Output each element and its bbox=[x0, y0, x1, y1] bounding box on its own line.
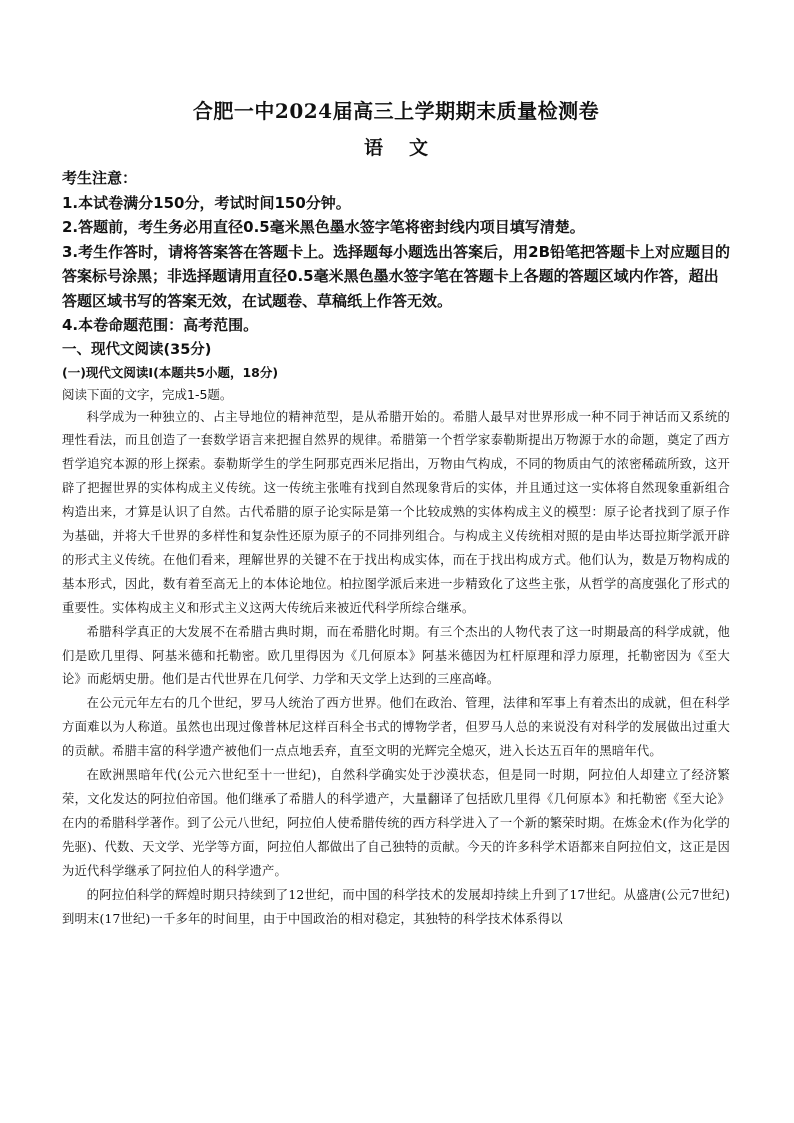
passage-paragraph: 在欧洲黑暗年代(公元六世纪至十一世纪)，自然科学确实处于沙漠状态，但是同一时期，阿拉伯人却建立了经济繁荣，文化发达的阿拉伯帝国。他们继承了希腊人的科学遗产，大量翻译了包括欧几里得《几何原本》和托勒密《至大论》在内的希腊科学著作。到了公元八世纪，阿拉伯人使希腊传统的西方科学进入了一个新的繁荣时期。在炼金术(作为化学的先驱)、代数、天文学、光学等方面，阿拉伯人都做出了自己独特的贡献。今天的许多科学术语都来自阿拉伯文，这正是因为近代科学继承了阿拉伯人的科学遗产。 bbox=[62, 768, 730, 878]
note-item: 4.本卷命题范围：高考范围。 bbox=[62, 316, 259, 334]
exam-notes bbox=[62, 166, 730, 338]
passage-paragraph: 希腊科学真正的大发展不在希腊古典时期，而在希腊化时期。有三个杰出的人物代表了这一时期最高的科学成就，他们是欧几里得、阿基米德和托勒密。欧几里得因为《几何原本》阿基米德因为杠杆原理和浮力原理，托勒密因为《至大论》而彪炳史册。他们是古代世界在几何学、力学和天文学上达到的三座高峰。 bbox=[62, 624, 730, 687]
subsection-title: (一)现代文阅读I(本题共5小题，18分) bbox=[62, 364, 279, 380]
passage-paragraph: 的阿拉伯科学的辉煌时期只持续到了12世纪，而中国的科学技术的发展却持续上升到了17世纪。从盛唐(公元7世纪)到明末(17世纪)一千多年的时间里，由于中国政治的相对稳定，其独特的科学技术体系得以 bbox=[62, 887, 730, 926]
reading-passage bbox=[62, 406, 730, 932]
section-title: 一、现代文阅读(35分) bbox=[62, 341, 212, 358]
exam-title: 合肥一中2024届高三上学期期末质量检测卷 bbox=[192, 99, 600, 123]
exam-page bbox=[62, 96, 730, 931]
passage-paragraph: 在公元元年左右的几个世纪，罗马人统治了西方世界。他们在政治、管理，法律和军事上有着杰出的成就，但在科学方面难以为人称道。虽然也出现过像普林尼这样百科全书式的博物学者，但罗马人总的来说没有对科学的发展做出过重大的贡献。希腊丰富的科学遗产被他们一点点地丢弃，直至文明的光辉完全熄灭，进入长达五百年的黑暗年代。 bbox=[62, 696, 730, 759]
note-item: 2.答题前，考生务必用直径0.5毫米黑色墨水签字笔将密封线内项目填写清楚。 bbox=[62, 218, 585, 236]
notes-heading: 考生注意： bbox=[62, 169, 138, 187]
reading-instruction: 阅读下面的文字，完成1-5题。 bbox=[62, 386, 233, 402]
note-item: 3.考生作答时，请将答案答在答题卡上。选择题每小题选出答案后，用2B铅笔把答题卡上对应题目的答案标号涂黑；非选择题请用直径0.5毫米黑色墨水签字笔在答题卡上各题的答题区域内作答，超出答题区域书写的答案无效，在试题卷、草稿纸上作答无效。 bbox=[62, 242, 731, 310]
subject-char: 语 bbox=[363, 137, 383, 159]
subject-char: 文 bbox=[409, 137, 429, 159]
passage-paragraph: 科学成为一种独立的、占主导地位的精神范型，是从希腊开始的。希腊人最早对世界形成一种不同于神话而又系统的理性看法，而且创造了一套数学语言来把握自然界的规律。希腊第一个哲学家泰勒斯提出万物源于水的命题，奠定了西方哲学追究本源的形上探索。泰勒斯学生的学生阿那克西米尼指出，万物由气构成，不同的物质由气的浓密稀疏所致，这开辟了把握世界的实体构成主义传统。这一传统主张唯有找到自然现象背后的实体，并且通过这一实体将自然现象重新组合构造出来，才算是认识了自然。古代希腊的原子论实际是第一个比较成熟的实体构成主义的模型：原子论者找到了原子作为基础，并将大千世界的多样性和复杂性还原为原子的不同排列组合。与构成主义传统相对照的是由毕达哥拉斯学派开辟的形式主义传统。在他们看来，理解世界的关键不在于找出构成实体，而在于找出构成方式。他们认为，数是万物构成的基本形式，因此，数有着至高无上的本体论地位。柏拉图学派后来进一步精致化了这些主张，从哲学的高度强化了形式的重要性。实体构成主义和形式主义这两大传统后来被近代科学所综合继承。 bbox=[62, 409, 730, 615]
subject-title bbox=[62, 134, 730, 162]
note-item: 1.本试卷满分150分，考试时间150分钟。 bbox=[62, 193, 351, 212]
